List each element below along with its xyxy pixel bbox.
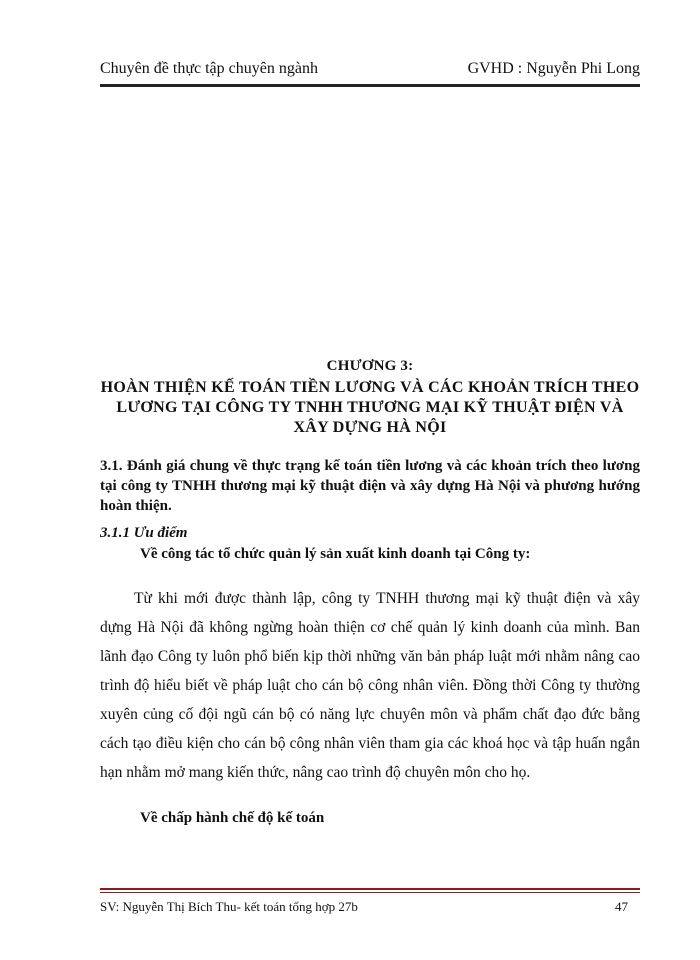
footer-divider xyxy=(100,888,640,894)
header-divider xyxy=(100,84,640,87)
chapter-title: HOÀN THIỆN KẾ TOÁN TIỀN LƯƠNG VÀ CÁC KHOẢN TRÍCH THEO LƯƠNG TẠI CÔNG TY TNHH THƯƠNG MẠI KỸ THUẬT ĐIỆN VÀ XÂY DỰNG HÀ NỘI xyxy=(100,379,640,436)
footer-divider-thin xyxy=(100,892,640,893)
lead-paragraph: Về công tác tổ chức quản lý sản xuất kinh doanh tại Công ty: xyxy=(140,546,531,562)
footer-student: SV: Nguyễn Thị Bích Thu- kết toán tổng hợp 27b xyxy=(100,899,358,914)
header-document-title: Chuyên đề thực tập chuyên ngành xyxy=(100,60,318,77)
page-header xyxy=(100,56,640,84)
page-number: 47 xyxy=(615,899,628,914)
closing-paragraph: Về chấp hành chế độ kế toán xyxy=(140,810,325,826)
body-paragraph: Từ khi mới được thành lập, công ty TNHH thương mại kỹ thuật điện và xây dựng Hà Nội đã không ngừng hoàn thiện cơ chế quản lý kinh doanh của mình. Ban lãnh đạo Công ty luôn phổ biến kịp thời những văn bản pháp luật mới nhằm nâng cao trình độ hiểu biết về pháp luật cho cán bộ công nhân viên. Đồng thời Công ty thường xuyên củng cố đội ngũ cán bộ có năng lực chuyên môn và phẩm chất đạo đức bằng cách tạo điều kiện cho cán bộ công nhân viên tham gia các khoá học và tập huấn ngắn hạn nhằm mở mang kiến thức, nâng cao trình độ chuyên môn cho họ. xyxy=(100,590,640,781)
chapter-block xyxy=(100,356,640,438)
footer-divider-thick xyxy=(100,888,640,890)
subsection-heading: 3.1.1 Ưu điểm xyxy=(100,525,188,541)
section-heading: 3.1. Đánh giá chung về thực trạng kế toán tiền lương và các khoản trích theo lương tại công ty TNHH thương mại kỹ thuật điện và xây dựng Hà Nội và phương hướng hoàn thiện. xyxy=(100,458,640,514)
chapter-number: CHƯƠNG 3: xyxy=(326,358,414,374)
header-supervisor: GVHD : Nguyễn Phi Long xyxy=(467,60,640,77)
